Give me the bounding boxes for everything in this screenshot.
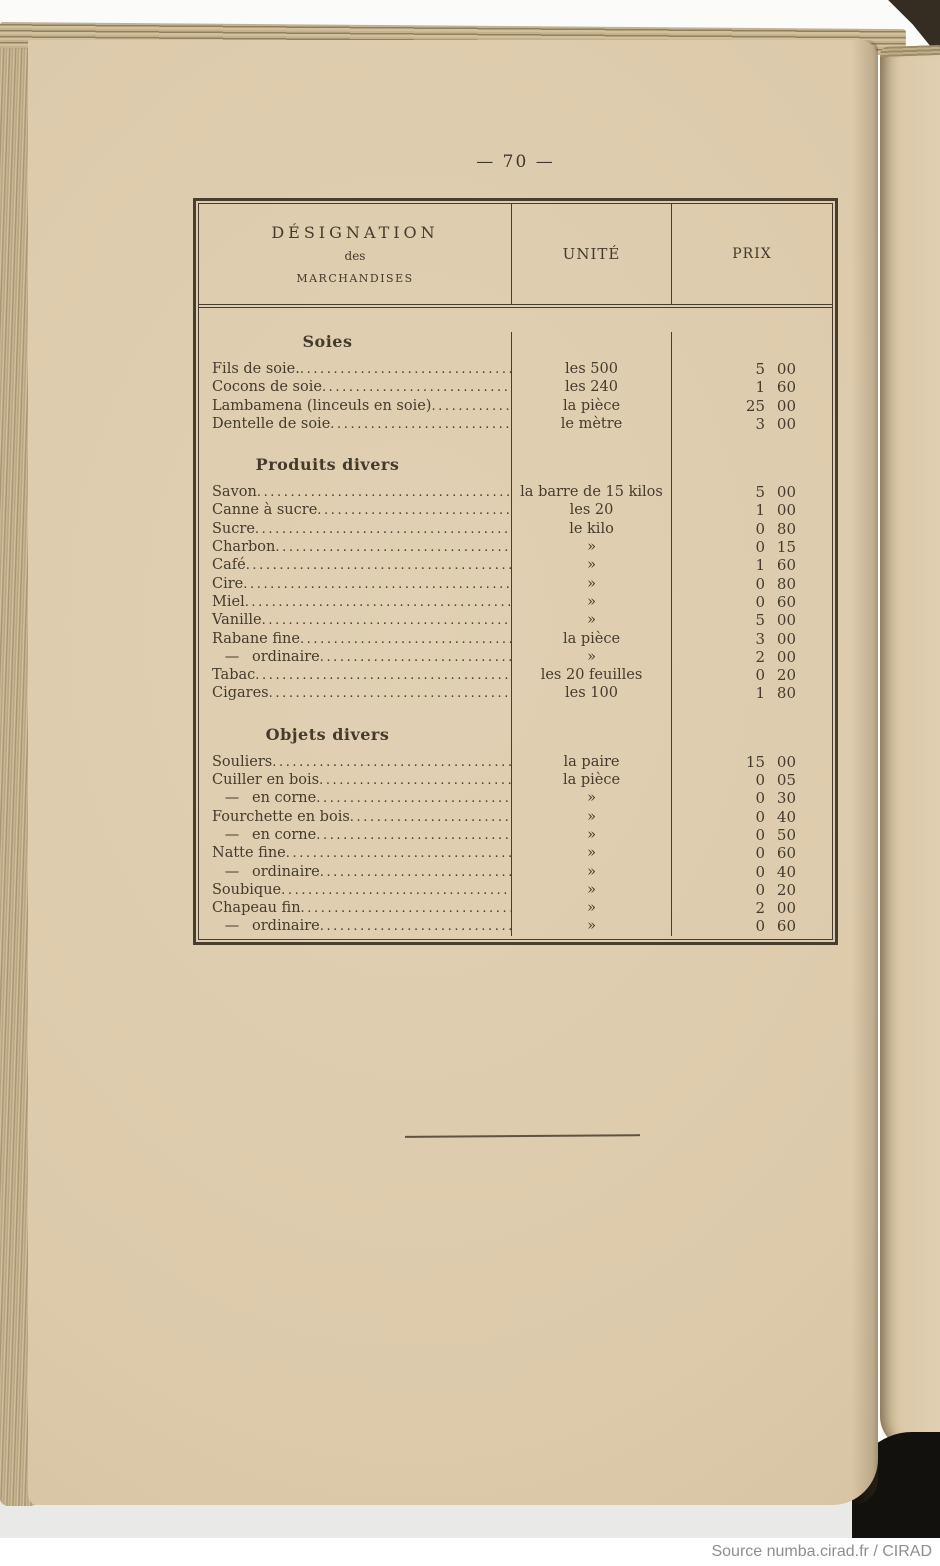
designation-label: ordinaire xyxy=(252,918,320,935)
designation-label: Sucre xyxy=(212,520,255,537)
price-cell xyxy=(672,483,832,501)
price-francs: 0 xyxy=(755,519,765,538)
unit-cell: » xyxy=(512,789,672,807)
unit-cell: » xyxy=(512,844,672,862)
price-francs: 1 xyxy=(755,378,765,397)
unit-cell: » xyxy=(512,808,672,826)
leader-dots xyxy=(255,666,511,684)
price-cell xyxy=(672,397,832,415)
unit-cell: » xyxy=(512,917,672,935)
designation-label: Cuiller en bois xyxy=(212,772,320,789)
price-cell xyxy=(672,789,832,807)
leader-dots xyxy=(255,520,511,538)
designation-label: en corne xyxy=(252,790,317,807)
price-francs: 0 xyxy=(755,825,765,844)
price-cell xyxy=(672,575,832,593)
price-cell xyxy=(672,899,832,917)
designation-label: Cire xyxy=(212,575,244,592)
price-cell xyxy=(672,415,832,433)
price-cell xyxy=(672,648,832,666)
designation-label: Souliers xyxy=(212,753,273,770)
designation-label: Canne à sucre xyxy=(212,502,318,519)
unit-cell: le mètre xyxy=(512,415,672,433)
unit-cell: » xyxy=(512,593,672,611)
leader-dots xyxy=(330,415,511,433)
price-francs: 0 xyxy=(755,862,765,881)
leader-dots xyxy=(320,917,511,935)
price-francs: 1 xyxy=(755,501,765,520)
price-francs: 1 xyxy=(755,556,765,575)
unit-cell: la pièce xyxy=(512,397,672,415)
header-prix-label: PRIX xyxy=(732,246,772,262)
price-francs: 25 xyxy=(745,396,765,415)
price-centimes: 00 xyxy=(776,414,796,433)
price-francs: 2 xyxy=(755,899,765,918)
table-body xyxy=(199,308,832,939)
price-cell xyxy=(672,520,832,538)
watermark-bar xyxy=(0,1538,940,1566)
price-cell xyxy=(672,771,832,789)
header-prix xyxy=(672,204,832,304)
indent-dash: — xyxy=(224,790,240,807)
leader-dots xyxy=(319,771,511,789)
designation-label: Dentelle de soie xyxy=(212,415,331,432)
unit-cell: » xyxy=(512,556,672,574)
price-centimes: 40 xyxy=(776,862,796,881)
section-heading-spacer xyxy=(672,332,832,360)
unit-cell: la barre de 15 kilos xyxy=(512,483,672,501)
price-centimes: 15 xyxy=(776,538,796,557)
price-cell xyxy=(672,881,832,899)
designation-cell xyxy=(199,538,512,556)
leader-dots xyxy=(281,881,511,899)
price-francs: 0 xyxy=(755,538,765,557)
price-francs: 5 xyxy=(755,360,765,378)
price-centimes: 50 xyxy=(776,825,796,844)
section-heading-spacer xyxy=(512,332,672,360)
section-heading xyxy=(199,332,512,360)
price-cell xyxy=(672,808,832,826)
section-title: Produits divers xyxy=(255,455,400,475)
leader-dots xyxy=(431,397,511,415)
price-centimes: 00 xyxy=(776,899,796,918)
price-centimes: 30 xyxy=(776,789,796,808)
designation-cell xyxy=(199,360,512,378)
price-centimes: 60 xyxy=(776,556,796,575)
designation-cell xyxy=(199,593,512,611)
section-heading-spacer xyxy=(672,433,832,483)
unit-cell: la pièce xyxy=(512,630,672,648)
price-cell xyxy=(672,684,832,702)
price-centimes: 00 xyxy=(776,483,796,502)
designation-label: Soubique xyxy=(212,881,282,898)
price-table xyxy=(193,198,838,945)
designation-label: Cigares xyxy=(212,685,269,702)
price-cell xyxy=(672,630,832,648)
price-centimes: 00 xyxy=(776,629,796,648)
price-table-frame xyxy=(198,203,833,940)
unit-cell: » xyxy=(512,881,672,899)
price-francs: 0 xyxy=(755,807,765,826)
unit-cell: les 100 xyxy=(512,684,672,702)
designation-label: Chapeau fin xyxy=(212,900,301,917)
price-francs: 15 xyxy=(745,752,765,771)
leader-dots xyxy=(316,826,511,844)
designation-cell xyxy=(199,863,512,881)
designation-cell xyxy=(199,666,512,684)
designation-cell xyxy=(199,415,512,433)
unit-cell: » xyxy=(512,611,672,629)
price-centimes: 00 xyxy=(776,647,796,666)
price-francs: 0 xyxy=(755,789,765,808)
designation-cell xyxy=(199,917,512,935)
price-francs: 1 xyxy=(755,684,765,703)
price-cell xyxy=(672,501,832,519)
leader-dots xyxy=(262,611,511,629)
unit-cell: la paire xyxy=(512,753,672,771)
designation-cell xyxy=(199,630,512,648)
price-cell xyxy=(672,593,832,611)
leader-dots xyxy=(322,378,511,396)
designation-cell xyxy=(199,881,512,899)
price-centimes: 80 xyxy=(776,684,796,703)
designation-cell xyxy=(199,771,512,789)
indent-dash: — xyxy=(224,918,240,935)
designation-cell xyxy=(199,826,512,844)
unit-cell: le kilo xyxy=(512,520,672,538)
indent-dash: — xyxy=(224,826,240,843)
unit-cell: » xyxy=(512,863,672,881)
designation-label: Lambamena (linceuls en soie) xyxy=(212,397,432,414)
table-header xyxy=(199,204,832,308)
leader-dots xyxy=(300,630,511,648)
leader-dots xyxy=(246,556,511,574)
price-cell xyxy=(672,753,832,771)
price-centimes: 60 xyxy=(776,378,796,397)
section-heading-spacer xyxy=(672,703,832,753)
price-cell xyxy=(672,826,832,844)
price-francs: 5 xyxy=(755,483,765,502)
designation-label: en corne xyxy=(252,826,317,843)
designation-cell xyxy=(199,753,512,771)
section-heading-spacer xyxy=(512,703,672,753)
price-francs: 3 xyxy=(755,414,765,433)
price-centimes: 05 xyxy=(776,771,796,790)
section-title: Soies xyxy=(302,332,353,351)
designation-cell xyxy=(199,556,512,574)
header-designation-line3: MARCHANDISES xyxy=(296,272,414,285)
page-number: — 70 — xyxy=(476,152,555,172)
designation-cell xyxy=(199,844,512,862)
designation-cell xyxy=(199,648,512,666)
designation-label: Fils de soie. xyxy=(212,361,300,377)
designation-label: Cocons de soie xyxy=(212,379,322,396)
page-region xyxy=(28,40,878,1505)
leader-dots xyxy=(320,648,511,666)
price-francs: 0 xyxy=(755,574,765,593)
unit-cell: les 20 feuilles xyxy=(512,666,672,684)
designation-label: ordinaire xyxy=(252,863,320,880)
section-title: Objets divers xyxy=(265,724,390,744)
designation-label: Fourchette en bois xyxy=(212,808,350,825)
price-francs: 0 xyxy=(755,917,765,936)
price-cell xyxy=(672,538,832,556)
section-heading-spacer xyxy=(512,433,672,483)
price-centimes: 20 xyxy=(776,666,796,685)
source-watermark: Source numba.cirad.fr / CIRAD xyxy=(711,1543,932,1560)
header-unite xyxy=(512,204,672,304)
unit-cell: » xyxy=(512,538,672,556)
price-centimes: 80 xyxy=(776,519,796,538)
section-divider-rule xyxy=(405,1134,640,1138)
price-centimes: 20 xyxy=(776,880,796,899)
price-centimes: 40 xyxy=(776,807,796,826)
unit-cell: les 240 xyxy=(512,378,672,396)
designation-cell xyxy=(199,684,512,702)
designation-cell xyxy=(199,789,512,807)
price-francs: 0 xyxy=(755,844,765,863)
leader-dots xyxy=(350,808,511,826)
unit-cell: les 500 xyxy=(512,360,672,378)
price-francs: 0 xyxy=(755,771,765,790)
price-centimes: 00 xyxy=(776,396,796,415)
section-heading xyxy=(199,703,512,753)
leader-dots xyxy=(320,863,511,881)
price-centimes: 80 xyxy=(776,574,796,593)
price-cell xyxy=(672,844,832,862)
leader-dots xyxy=(272,753,511,771)
designation-label: Charbon xyxy=(212,539,276,556)
price-cell xyxy=(672,863,832,881)
price-centimes: 60 xyxy=(776,592,796,611)
price-centimes: 00 xyxy=(776,501,796,520)
indent-dash: — xyxy=(224,863,240,880)
price-francs: 3 xyxy=(755,629,765,648)
price-cell xyxy=(672,360,832,378)
header-unite-label: UNITÉ xyxy=(562,245,621,263)
price-centimes: 00 xyxy=(776,360,796,378)
price-cell xyxy=(672,611,832,629)
unit-cell: les 20 xyxy=(512,501,672,519)
price-cell xyxy=(672,556,832,574)
designation-cell xyxy=(199,483,512,501)
price-francs: 0 xyxy=(755,592,765,611)
header-designation xyxy=(199,204,512,304)
price-centimes: 00 xyxy=(776,752,796,771)
header-designation-line1: DÉSIGNATION xyxy=(271,223,439,242)
leader-dots xyxy=(245,593,511,611)
designation-label: Miel xyxy=(212,593,245,610)
designation-cell xyxy=(199,520,512,538)
leader-dots xyxy=(269,684,511,702)
designation-label: Savon xyxy=(212,484,257,501)
adjacent-page-edge xyxy=(880,50,940,1450)
price-francs: 0 xyxy=(755,880,765,899)
price-centimes: 60 xyxy=(776,917,796,936)
designation-label: Rabane fine xyxy=(212,630,300,647)
price-centimes: 60 xyxy=(776,844,796,863)
indent-dash: — xyxy=(224,648,240,665)
unit-cell: » xyxy=(512,648,672,666)
price-cell xyxy=(672,666,832,684)
leader-dots xyxy=(257,483,511,501)
price-francs: 5 xyxy=(755,611,765,630)
designation-cell xyxy=(199,808,512,826)
unit-cell: la pièce xyxy=(512,771,672,789)
designation-cell xyxy=(199,611,512,629)
price-francs: 2 xyxy=(755,647,765,666)
header-designation-line2: des xyxy=(344,249,366,263)
designation-label: Tabac xyxy=(212,667,256,684)
designation-cell xyxy=(199,899,512,917)
leader-dots xyxy=(275,538,511,556)
designation-label: Café xyxy=(212,557,246,574)
unit-cell: » xyxy=(512,575,672,593)
leader-dots xyxy=(243,575,511,593)
leader-dots xyxy=(301,899,511,917)
designation-cell xyxy=(199,575,512,593)
leader-dots xyxy=(300,360,511,378)
designation-label: Vanille xyxy=(212,612,262,629)
price-centimes: 00 xyxy=(776,611,796,630)
designation-cell xyxy=(199,501,512,519)
unit-cell: » xyxy=(512,826,672,844)
leader-dots xyxy=(286,844,511,862)
leader-dots xyxy=(316,789,511,807)
designation-cell xyxy=(199,397,512,415)
unit-cell: » xyxy=(512,899,672,917)
price-cell xyxy=(672,917,832,935)
designation-label: ordinaire xyxy=(252,648,320,665)
leader-dots xyxy=(317,501,511,519)
price-cell xyxy=(672,378,832,396)
designation-cell xyxy=(199,378,512,396)
price-francs: 0 xyxy=(755,666,765,685)
designation-label: Natte fine xyxy=(212,845,286,862)
section-heading xyxy=(199,433,512,483)
